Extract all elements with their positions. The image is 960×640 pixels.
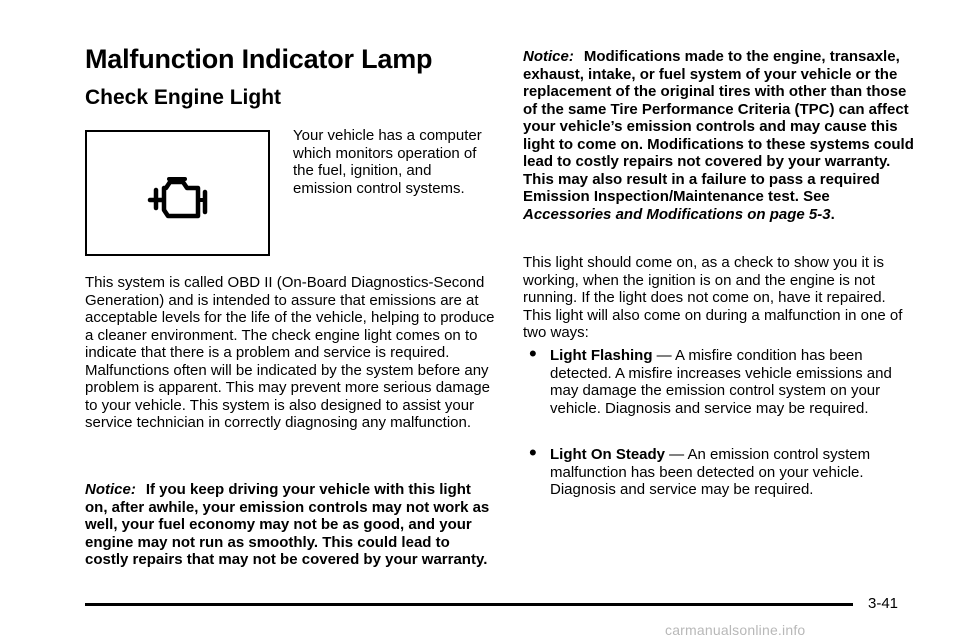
notice-end: . xyxy=(830,205,835,223)
bullet-term: Light On Steady xyxy=(550,446,666,463)
bullet-text: — An emission control system malfunction has been detected on your vehicle. Diagnosis and service may be required. xyxy=(550,446,871,498)
footer-rule xyxy=(85,603,853,606)
notice-label: Notice: xyxy=(523,48,574,65)
section-title: Check Engine Light xyxy=(85,86,282,109)
notice-text: If you keep driving your vehicle with this light on, after awhile, your emission controls may not work as well, your fuel economy may not be as good, and your engine may not run as smoothly. This could lead to costly repairs that may not be covered by your warranty. xyxy=(85,481,490,568)
watermark: carmanualsonline.info xyxy=(665,622,806,638)
obd-paragraph: This system is called OBD II (On-Board Diagnostics-Second Generation) and is intended to assure that emissions are at acceptable levels for the life of the vehicle, helping to produce a cleaner environment. The check engine light comes on to indicate that there is a problem and service is required. Malfunctions often will be indicated by the system before any problem is apparent. This may prevent more serious damage to your vehicle. This system is also designed to assist your service technician in correctly diagnosing any malfunction. xyxy=(85,274,495,431)
bullet-icon: • xyxy=(529,341,537,366)
light-check-paragraph: This light should come on, as a check to show you it is working, when the ignition is on and the engine is not running. If the light does not come on, have it repaired. This light will also come on during a malfunction in one of two ways: xyxy=(523,254,903,341)
intro-paragraph: Your vehicle has a computer which monitors operation of the fuel, ignition, and emission control systems. xyxy=(293,127,482,197)
notice-modifications xyxy=(523,48,918,223)
check-engine-icon xyxy=(145,176,211,220)
bullet-icon: • xyxy=(529,440,537,465)
malfunction-list xyxy=(523,341,903,417)
check-engine-icon-box xyxy=(85,130,270,256)
notice-text: Modifications made to the engine, transaxle, exhaust, intake, or fuel system of your vehicle or the replacement of the original tires with other than those of the same Tire Performance Criteria (TPC) can affect your vehicle’s emission controls and may cause this light to come on. Modifications to these systems could lead to costly repairs not covered by your warranty. This may also result in a failure to pass a required Emission Inspection/Maintenance test. See xyxy=(523,48,914,205)
notice-driving xyxy=(85,481,497,569)
list-item xyxy=(523,341,903,417)
list-item xyxy=(523,440,903,499)
malfunction-list xyxy=(523,440,903,499)
bullet-term: Light Flashing xyxy=(550,347,653,364)
notice-label: Notice: xyxy=(85,481,136,498)
bullet-text: — A misfire condition has been detected. A misfire increases vehicle emissions and may damage the emission control system on your vehicle. Diagnosis and service may be required. xyxy=(550,347,892,417)
page-title: Malfunction Indicator Lamp xyxy=(85,44,433,74)
cross-reference-link[interactable]: Accessories and Modifications on page 5-3 xyxy=(523,205,831,223)
page-number: 3-41 xyxy=(868,595,899,612)
